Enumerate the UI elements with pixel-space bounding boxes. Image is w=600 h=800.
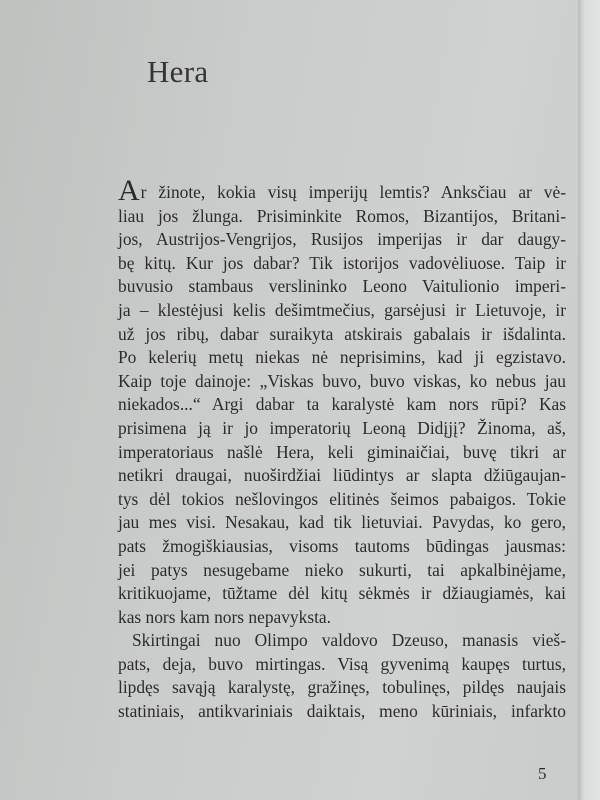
- drop-cap: A: [118, 174, 140, 207]
- text-line: imperatoriaus našlė Hera, keli giminaičiai, buvę tikri ar: [118, 441, 566, 462]
- text-line: lipdęs savąją karalystę, gražinęs, tobulinęs, pildęs naujais: [118, 677, 566, 698]
- text-line: Kaip toje dainoje: „Viskas buvo, buvo viskas, ko nebus jau: [118, 370, 566, 391]
- text-line: prisimena ją ir jo imperatorių Leoną Didįjį? Žinoma, aš,: [118, 417, 566, 438]
- paragraph-1: [118, 205, 566, 630]
- text-line: jei patys nesugebame nieko sukurti, tai apkalbinėjame,: [118, 559, 566, 580]
- body-text: [118, 174, 566, 724]
- chapter-title: Hera: [147, 54, 209, 89]
- text-line: pats, deja, buvo mirtingas. Visą gyvenimą kaupęs turtus,: [118, 653, 566, 674]
- page-number: 5: [538, 764, 547, 783]
- text-line: jos, Austrijos-Vengrijos, Rusijos imperijas ir dar daugy-: [118, 229, 566, 250]
- text-line: jau mes visi. Nesakau, kad tik lietuviai. Pavydas, ko gero,: [118, 512, 566, 533]
- text-line: [118, 174, 566, 207]
- text-line: niekados...“ Argi dabar ta karalystė kam nors rūpi? Kas: [118, 394, 566, 415]
- text-line: Skirtingai nuo Olimpo valdovo Dzeuso, manasis vieš-: [132, 630, 566, 651]
- text-line: kas nors kam nors nepavyksta.: [118, 606, 331, 627]
- text-line: bę kitų. Kur jos dabar? Tik istorijos vadovėliuose. Taip ir: [118, 252, 566, 273]
- line-text: r žinote, kokia visų imperijų lemtis? Anksčiau ar vė-: [140, 182, 566, 202]
- page-edge: [578, 0, 600, 800]
- text-line: pats žmogiškiausias, visoms tautoms būdingas jausmas:: [118, 535, 566, 556]
- paragraph-2: [118, 629, 566, 723]
- text-line: liau jos žlunga. Prisiminkite Romos, Bizantijos, Britani-: [118, 205, 566, 226]
- text-line: už jos ribų, dabar suraikyta atskirais gabalais ir išdalinta.: [118, 323, 566, 344]
- text-line: ja – klestėjusi kelis dešimtmečius, garsėjusi ir Lietuvoje, ir: [118, 299, 566, 320]
- text-line: tys dėl tokios nešlovingos elitinės šeimos pabaigos. Tokie: [118, 488, 566, 509]
- text-line: kritikuojame, tūžtame dėl kitų sėkmės ir džiaugiamės, kai: [118, 583, 566, 604]
- text-line: statiniais, antikvariniais daiktais, meno kūriniais, infarkto: [118, 701, 566, 722]
- text-line: buvusio stambaus verslininko Leono Vaitulionio imperi-: [118, 276, 566, 297]
- text-line: netikri draugai, nuoširdžiai liūdintys ar slapta džiūgaujan-: [118, 465, 566, 486]
- text-line: Po kelerių metų niekas nė neprisimins, kad ji egzistavo.: [118, 347, 566, 368]
